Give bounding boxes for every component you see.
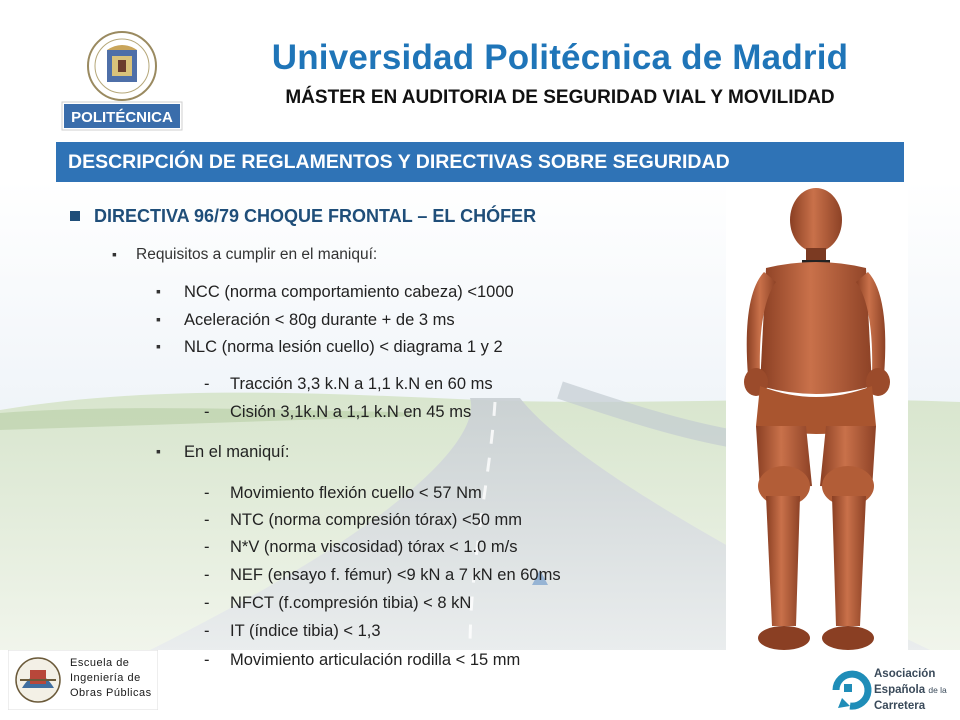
dummy-limit-item: - Movimiento articulación rodilla < 15 mm: [204, 651, 521, 669]
association-name-line: Asociación: [874, 668, 936, 680]
neck-limit-item: - Tracción 3,3 k.N a 1,1 k.N en 60 ms: [204, 375, 493, 393]
dummy-limit-text: N*V (norma viscosidad) tórax < 1.0 m/s: [230, 538, 518, 556]
dummy-limit-text: NFCT (f.compresión tibia) < 8 kN: [230, 594, 472, 612]
dot-bullet-icon: ▪: [156, 283, 161, 299]
neck-limit-text: Cisión 3,1k.N a 1,1 k.N en 45 ms: [230, 403, 472, 421]
dot-bullet-icon: ▪: [156, 311, 161, 327]
dummy-limit-item: - NFCT (f.compresión tibia) < 8 kN: [204, 594, 472, 612]
criteria-item: Aceleración < 80g durante + de 3 ms: [184, 311, 455, 329]
dummy-limit-text: NTC (norma compresión tórax) <50 mm: [230, 511, 523, 529]
master-subtitle: MÁSTER EN AUDITORIA DE SEGURIDAD VIAL Y MOVILIDAD: [285, 87, 835, 108]
school-name-line: Ingeniería de: [70, 672, 141, 684]
dot-bullet-icon: ▪: [112, 246, 117, 262]
dot-bullet-icon: ▪: [156, 443, 161, 459]
criteria-item: NCC (norma comportamiento cabeza) <1000: [184, 283, 514, 301]
square-bullet-icon: [70, 211, 80, 221]
neck-limit-text: Tracción 3,3 k.N a 1,1 k.N en 60 ms: [230, 375, 493, 393]
dummy-limit-text: IT (índice tibia) < 1,3: [230, 622, 381, 640]
dummy-limit-item: - IT (índice tibia) < 1,3: [204, 622, 381, 640]
school-name-line: Escuela de: [70, 657, 130, 669]
upm-logo-text: POLITÉCNICA: [71, 109, 173, 126]
neck-limit-item: - Cisión 3,1k.N a 1,1 k.N en 45 ms: [204, 403, 472, 421]
dummy-limit-text: Movimiento flexión cuello < 57 Nm: [230, 484, 482, 502]
school-name-line: Obras Públicas: [70, 687, 152, 699]
dot-bullet-icon: ▪: [156, 338, 161, 354]
section-title-bar: DESCRIPCIÓN DE REGLAMENTOS Y DIRECTIVAS SOBRE SEGURIDAD: [56, 142, 904, 182]
dummy-limit-text: Movimiento articulación rodilla < 15 mm: [230, 651, 521, 669]
association-name-small: de la: [928, 685, 947, 695]
university-title: Universidad Politécnica de Madrid: [271, 38, 849, 77]
school-name: [70, 656, 152, 701]
dummy-limit-item: - N*V (norma viscosidad) tórax < 1.0 m/s: [204, 538, 518, 556]
criteria-item: NLC (norma lesión cuello) < diagrama 1 y 2: [184, 338, 503, 356]
dummy-limit-item: - NEF (ensayo f. fémur) <9 kN a 7 kN en 60ms: [204, 566, 561, 584]
dummy-limit-item: - NTC (norma compresión tórax) <50 mm: [204, 511, 523, 529]
requirements-intro: Requisitos a cumplir en el maniquí:: [136, 246, 378, 263]
dummy-limit-item: - Movimiento flexión cuello < 57 Nm: [204, 484, 482, 502]
association-name-word: Española: [874, 684, 926, 696]
directive-heading: [70, 206, 536, 227]
association-name-line: Carretera: [874, 700, 926, 712]
dummy-intro: En el maniquí:: [184, 443, 290, 461]
association-name: [874, 666, 947, 714]
association-name-line: [874, 682, 947, 698]
directive-heading-text: DIRECTIVA 96/79 CHOQUE FRONTAL – EL CHÓFER: [94, 206, 537, 226]
dummy-limit-text: NEF (ensayo f. fémur) <9 kN a 7 kN en 60ms: [230, 566, 561, 584]
